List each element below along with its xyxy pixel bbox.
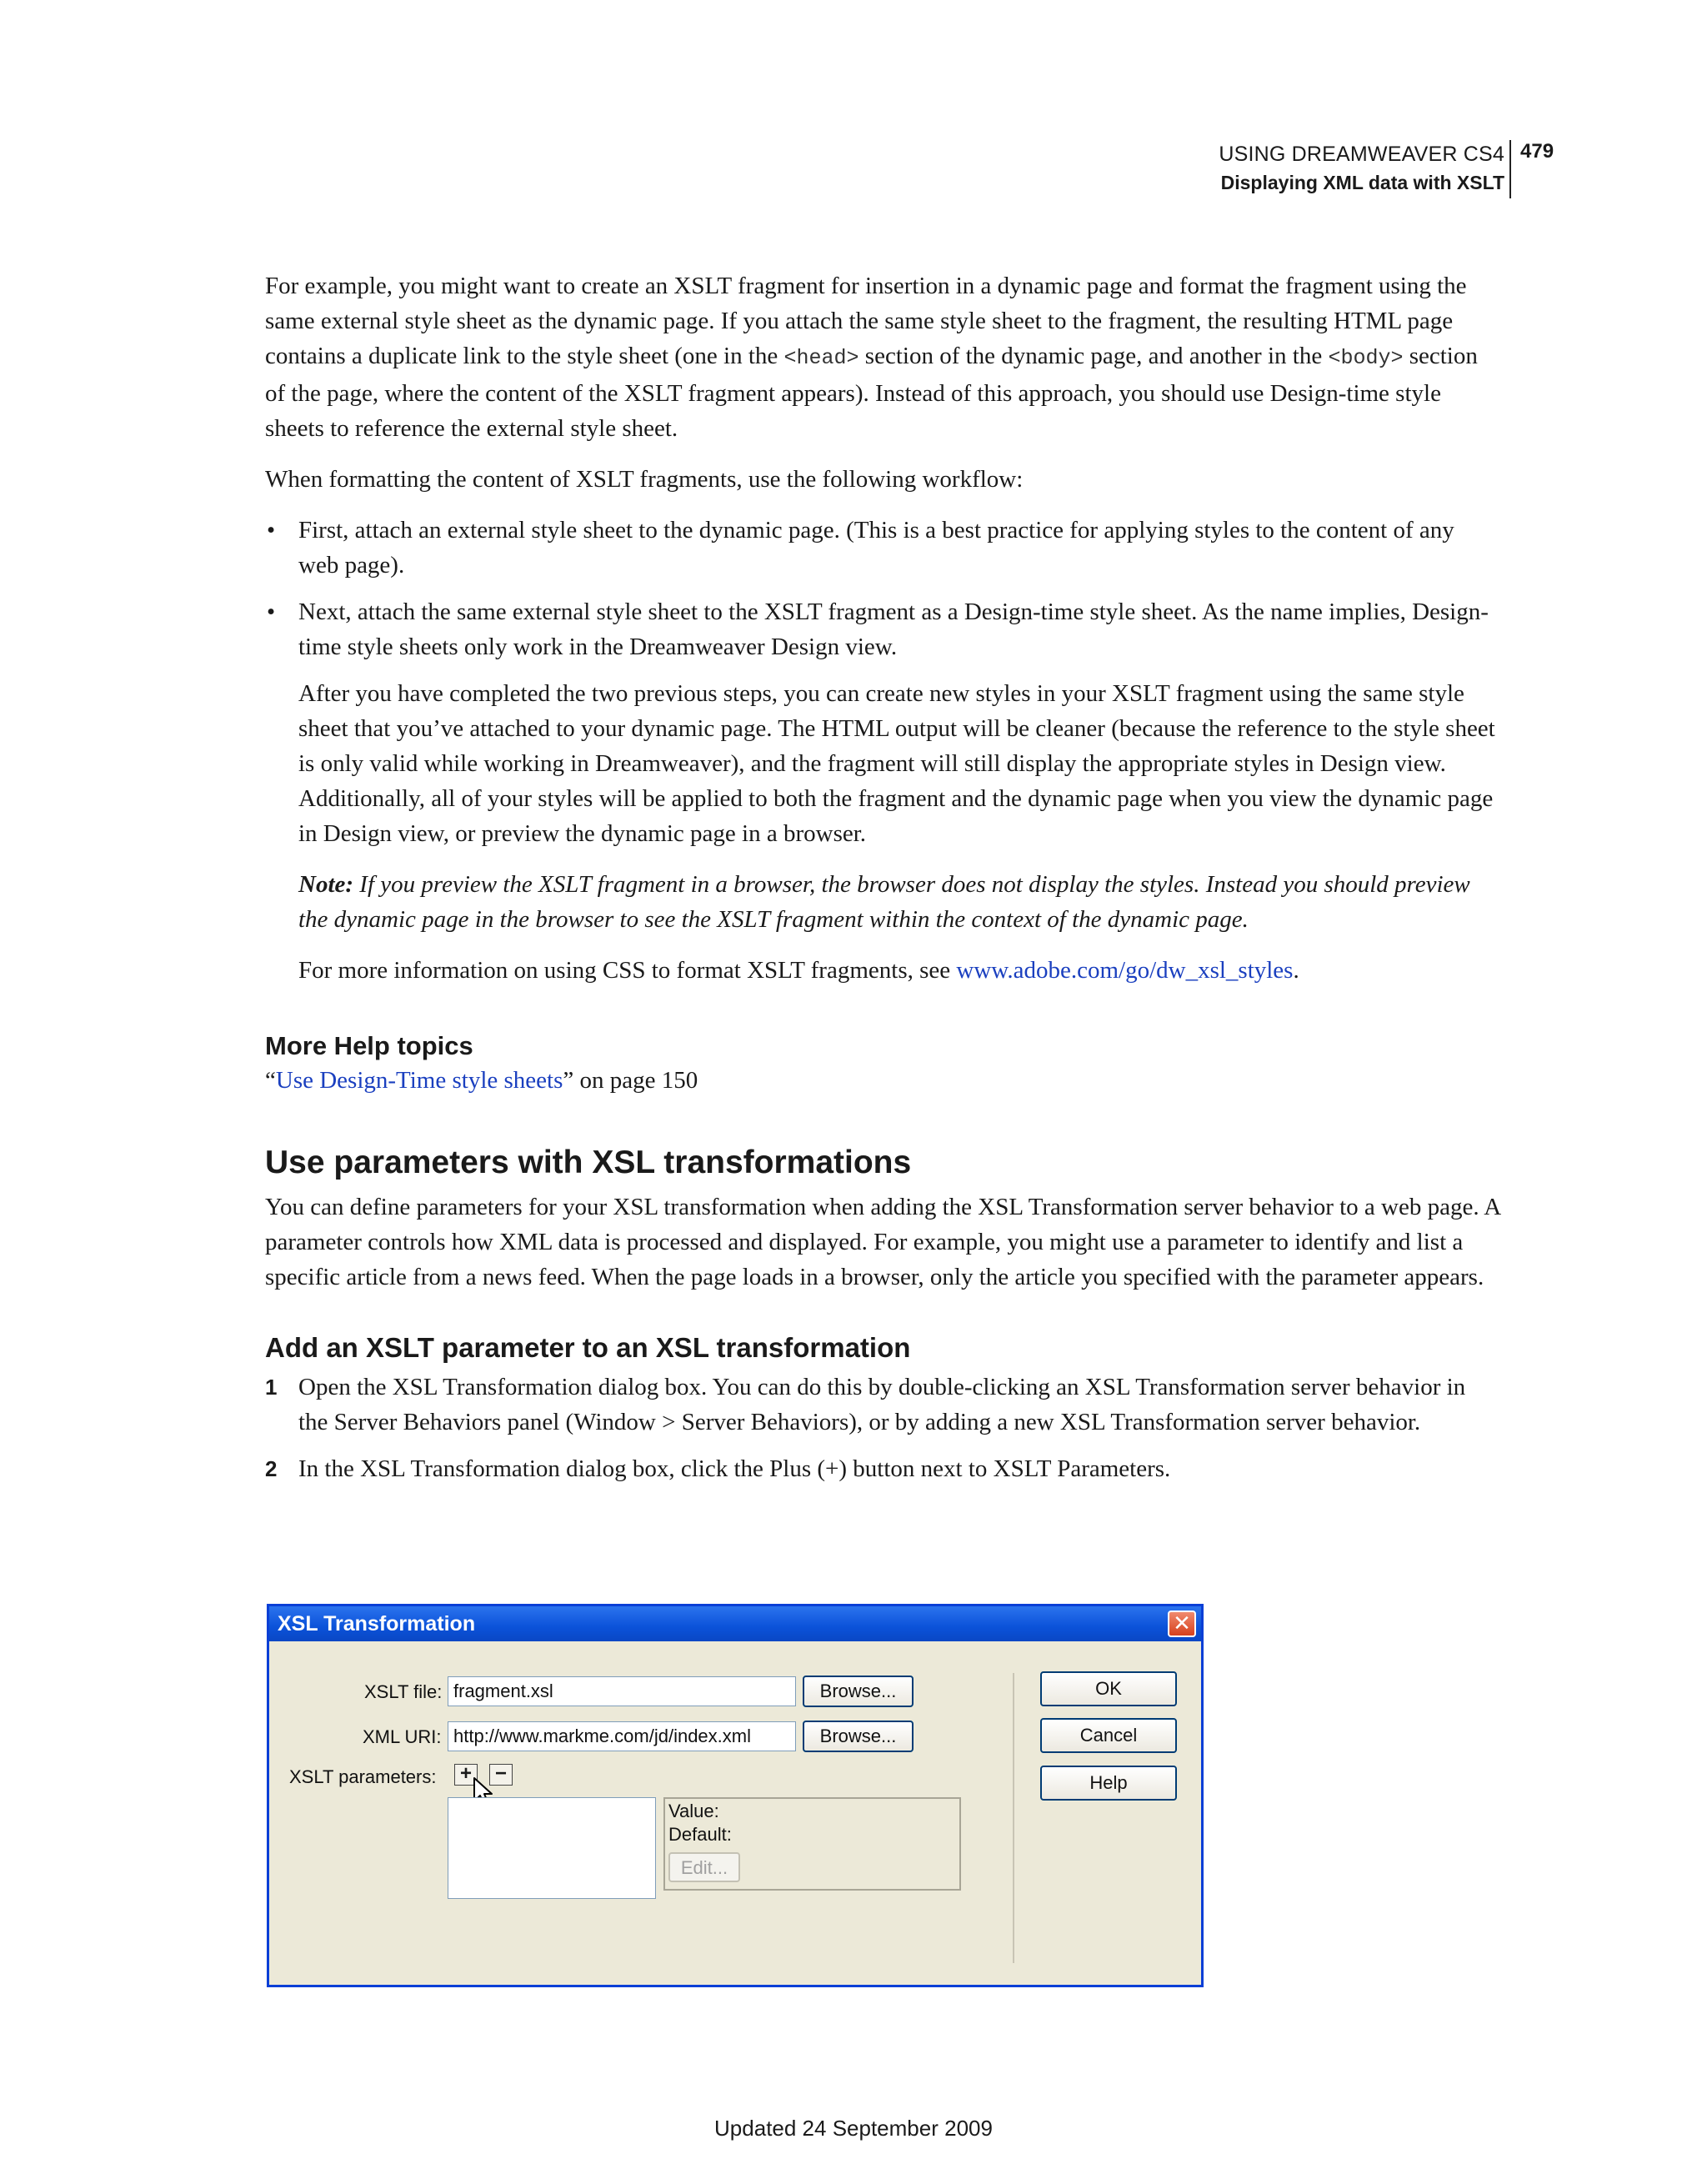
step-item: [265, 1370, 1500, 1440]
help-button[interactable]: Help: [1040, 1766, 1177, 1801]
xml-browse-button[interactable]: Browse...: [803, 1721, 914, 1752]
xslt-parameters-label: XSLT parameters:: [289, 1766, 437, 1787]
page-number: 479: [1520, 140, 1554, 163]
ok-button[interactable]: OK: [1040, 1671, 1177, 1706]
header-divider: [1509, 140, 1511, 198]
note-text: If you preview the XSLT fragment in a browser, the browser does not display the styles. Instead you should preview the dynamic page in the browser to see the XSLT fragment within the context of the dynamic page.: [298, 871, 1470, 933]
xsl-transformation-dialog: [267, 1604, 1204, 1987]
more-info-paragraph: [298, 953, 1500, 988]
intro-text-c: section of the page, where the content of the XSLT fragment appears). Instead of this approach, you should use Design-time style sheets to reference the external style sheet.: [265, 343, 1478, 442]
close-icon[interactable]: ✕: [1168, 1610, 1196, 1637]
section-heading: Use parameters with XSL transformations: [265, 1145, 912, 1180]
bullet-icon: •: [267, 517, 276, 543]
parameter-detail-group: [663, 1797, 961, 1891]
followup-paragraph: After you have completed the two previous steps, you can create new styles in your XSLT fragment using the same style sheet that you’ve attached to your dynamic page. The HTML output will be cleaner (because the reference to the style sheet is only valid while working in Dreamweaver), and the fragment will still display the appropriate styles in Design view. Additionally, all of your styles will be applied to both the fragment and the dynamic page when you view the dynamic page in Design view, or preview the dynamic page in a browser.: [298, 680, 1495, 847]
book-title: USING DREAMWEAVER CS4: [1219, 143, 1504, 166]
section-body: You can define parameters for your XSL transformation when adding the XSL Transformation server behavior to a web page. A parameter controls how XML data is processed and displayed. For example, you might use a parameter to identify and list a specific article from a news feed. When the page loads in a browser, only the article you specified with the parameter appears.: [265, 1194, 1500, 1290]
code-head: <head>: [783, 346, 859, 370]
add-parameter-button[interactable]: +: [454, 1764, 478, 1786]
more-info-text: For more information on using CSS to format XSLT fragments, see: [298, 957, 957, 984]
step-text: Open the XSL Transformation dialog box. You can do this by double-clicking an XSL Transformation server behavior in the Server Behaviors panel (Window > Server Behaviors), or by adding a new XSL Transformation server behavior.: [298, 1374, 1466, 1435]
remove-parameter-button[interactable]: −: [489, 1764, 513, 1786]
dw-xsl-styles-link[interactable]: www.adobe.com/go/dw_xsl_styles: [956, 957, 1294, 984]
cancel-button[interactable]: Cancel: [1040, 1718, 1177, 1753]
dialog-title: XSL Transformation: [278, 1612, 476, 1635]
more-help-suffix: ” on page 150: [563, 1067, 698, 1094]
bullet-text-2: Next, attach the same external style sheet to the XSLT fragment as a Design-time style sheet. As the name implies, Design-time style sheets only work in the Dreamweaver Design view.: [298, 599, 1489, 660]
xml-uri-label: XML URI:: [363, 1726, 442, 1747]
more-help-heading: More Help topics: [265, 1031, 473, 1060]
intro-text-b: section of the dynamic page, and another in the: [859, 343, 1329, 369]
page-content: [265, 268, 1500, 1498]
edit-button[interactable]: Edit...: [668, 1852, 740, 1882]
intro-paragraph-2: When formatting the content of XSLT fragments, use the following workflow:: [265, 466, 1024, 493]
step-text: In the XSL Transformation dialog box, click the Plus (+) button next to XSLT Parameters.: [298, 1455, 1171, 1482]
note-label: Note:: [298, 871, 354, 898]
subsection-heading: Add an XSLT parameter to an XSL transformation: [265, 1332, 911, 1363]
page-footer: Updated 24 September 2009: [714, 2116, 993, 2141]
xml-uri-input[interactable]: http://www.markme.com/jd/index.xml: [448, 1721, 796, 1751]
intro-text-a: For example, you might want to create an XSLT fragment for insertion in a dynamic page and format the fragment using the same external style sheet as the dynamic page. If you attach the same style sheet to the fragment, the resulting HTML page contains a duplicate link to the style sheet (one in the: [265, 273, 1467, 369]
section-title: Displaying XML data with XSLT: [1220, 172, 1504, 193]
step-number: 1: [265, 1375, 278, 1400]
bullet-text-1: First, attach an external style sheet to the dynamic page. (This is a best practice for applying styles to the content of any web page).: [298, 517, 1454, 579]
value-label: Value:: [668, 1801, 719, 1821]
step-number: 2: [265, 1456, 278, 1481]
intro-paragraph-1: [265, 268, 1500, 446]
bullet-icon: •: [267, 599, 276, 625]
open-quote: “: [265, 1067, 276, 1094]
step-item: [265, 1451, 1500, 1486]
dialog-separator: [1013, 1673, 1014, 1963]
xslt-browse-button[interactable]: Browse...: [803, 1676, 914, 1707]
more-info-period: .: [1293, 957, 1299, 984]
running-header: [1219, 140, 1504, 197]
design-time-style-sheets-link[interactable]: Use Design-Time style sheets: [275, 1067, 563, 1094]
more-help-entry: [265, 1063, 1500, 1098]
bullet-item-1: [265, 513, 1500, 583]
code-body: <body>: [1328, 346, 1404, 370]
default-label: Default:: [668, 1824, 732, 1845]
parameters-list[interactable]: [448, 1797, 656, 1899]
xslt-file-label: XSLT file:: [364, 1681, 443, 1702]
dialog-title-bar: [269, 1606, 1201, 1641]
xslt-file-input[interactable]: fragment.xsl: [448, 1676, 796, 1706]
note-paragraph: [298, 867, 1500, 937]
bullet-item-2: [265, 594, 1500, 664]
